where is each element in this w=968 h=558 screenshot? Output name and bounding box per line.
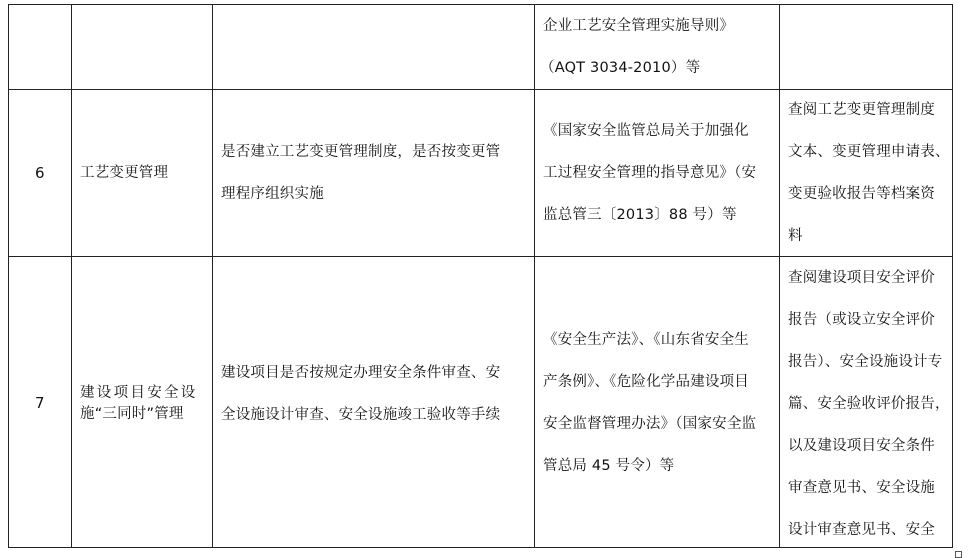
row7-basis-line-1: 《安全生产法》、《山东省安全生 bbox=[543, 332, 749, 348]
table-left-border bbox=[8, 4, 9, 548]
row0-basis-line-1: 企业工艺安全管理实施导则》 bbox=[543, 18, 735, 34]
row7-method-line-7: 设计审查意见书、安全 bbox=[788, 522, 935, 538]
row6-method-line-3: 变更验收报告等档案资 bbox=[788, 186, 935, 202]
row6-number: 6 bbox=[35, 164, 45, 182]
table-resize-handle[interactable] bbox=[955, 551, 962, 558]
col-divider-3 bbox=[534, 4, 535, 548]
row7-method-line-2: 报告（或设立安全评价 bbox=[788, 312, 935, 328]
row6-basis-line-1: 《国家安全监管总局关于加强化 bbox=[543, 123, 749, 139]
row7-method-line-1: 查阅建设项目安全评价 bbox=[788, 270, 935, 286]
row7-method-line-5: 以及建设项目安全条件 bbox=[788, 438, 935, 454]
col-divider-4 bbox=[779, 4, 780, 548]
row-divider-6 bbox=[8, 89, 953, 90]
table-top-border bbox=[8, 4, 953, 5]
col-divider-2 bbox=[212, 4, 213, 548]
row7-content-line-1: 建设项目是否按规定办理安全条件审查、安 bbox=[221, 365, 501, 381]
row7-basis-line-2: 产条例》、《危险化学品建设项目 bbox=[543, 374, 749, 390]
row-divider-7 bbox=[8, 256, 953, 257]
row7-basis-line-4: 管总局 45 号令）等 bbox=[543, 458, 675, 474]
row7-number: 7 bbox=[35, 394, 45, 412]
row7-method-line-3: 报告）、安全设施设计专 bbox=[788, 354, 943, 370]
row6-basis-line-3: 监总管三〔2013〕88 号）等 bbox=[543, 207, 737, 223]
row7-basis-line-3: 安全监督管理办法》（国家安全监 bbox=[543, 416, 757, 432]
row6-method-line-2: 文本、变更管理申请表、 bbox=[788, 144, 950, 160]
table-right-border bbox=[952, 4, 953, 548]
table-bottom-border bbox=[8, 547, 953, 548]
row6-item: 工艺变更管理 bbox=[80, 165, 169, 181]
row6-method-line-1: 查阅工艺变更管理制度 bbox=[788, 102, 935, 118]
row0-basis-line-2: （AQT 3034-2010）等 bbox=[540, 60, 701, 76]
row7-item-line-2: 施“三同时”管理 bbox=[80, 406, 184, 422]
row7-method-line-6: 审查意见书、安全设施 bbox=[788, 480, 935, 496]
row7-item-line-1: 建设项目安全设 bbox=[80, 385, 198, 401]
row6-content-line-1: 是否建立工艺变更管理制度，是否按变更管 bbox=[221, 144, 501, 160]
row6-basis-line-2: 工过程安全管理的指导意见》（安 bbox=[543, 165, 757, 181]
row7-content-line-2: 全设施设计审查、安全设施竣工验收等手续 bbox=[221, 407, 501, 423]
row6-content-line-2: 理程序组织实施 bbox=[221, 186, 324, 202]
row6-method-line-4: 料 bbox=[788, 228, 803, 244]
row7-method-line-4: 篇、安全验收评价报告， bbox=[788, 396, 950, 412]
col-divider-1 bbox=[71, 4, 72, 548]
